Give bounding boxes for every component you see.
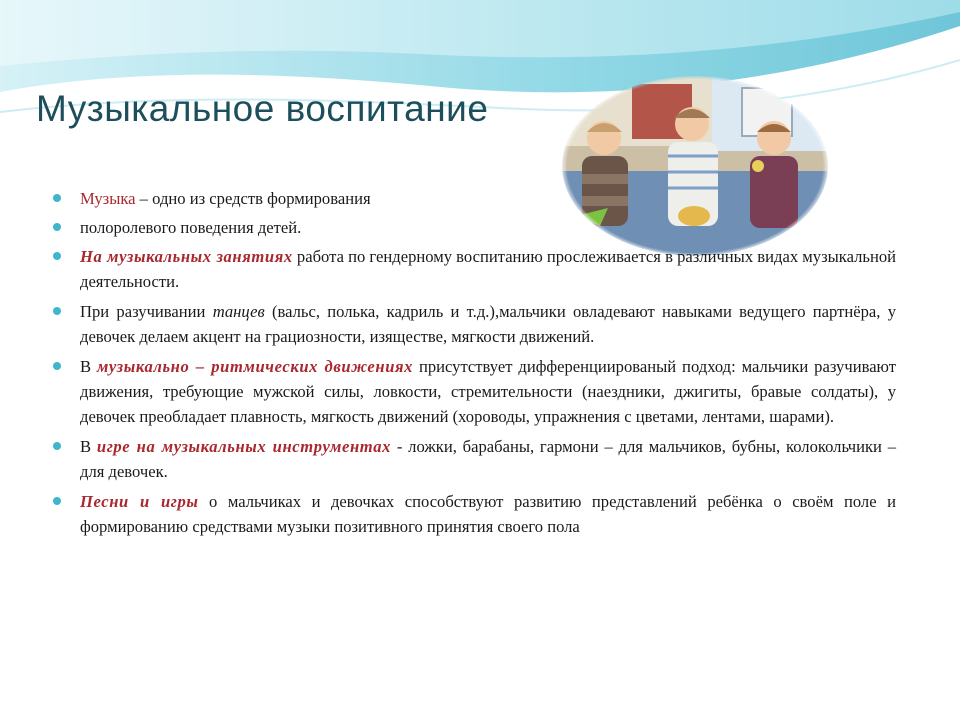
bullet-text: присутствует дифференциированый подход: мальчики разучивают движения, требующие мужской силы, ловкости, стремительности (наездники, джигиты, бравые солдаты), у девочек преобладает плавность, мягкость движений (хороводы, упражнения с цветами, лентами, шарами). (80, 357, 896, 426)
bullet-dot-icon (53, 252, 61, 260)
bullet-text: – одно из средств формирования (135, 189, 371, 208)
bullet-text-highlight: игре на музыкальных инструментах (96, 437, 392, 456)
bullet-text: о мальчиках и девочках способствуют развитию представлений ребёнка о своём поле и формированию средствами музыки позитивного принятия своего пола (80, 492, 896, 536)
bullet-text-highlight: музыкально – ритмических движениях (96, 357, 414, 376)
bullet-list (80, 186, 896, 544)
bullet-item (80, 215, 520, 240)
bullet-text: В (80, 437, 97, 456)
bullet-text: полоролевого поведения детей. (80, 218, 302, 237)
bullet-text: (вальс, полька, кадриль и т.д.),мальчики овладевают навыками ведущего партнёра, у девочек делаем акцент на грациозности, изяществе, мягкости движений. (80, 302, 896, 346)
bullet-dot-icon (53, 442, 61, 450)
bullet-text: - ложки, барабаны, гармони – для мальчиков, бубны, колокольчики – для девочек. (80, 437, 896, 481)
bullet-text: При разучивании (80, 302, 213, 321)
bullet-text: В (80, 357, 97, 376)
bullet-text-highlight: На музыкальных занятиях (80, 247, 293, 266)
bullet-item (80, 354, 896, 429)
bullet-dot-icon (53, 194, 61, 202)
bullet-text-italic: танцев (212, 302, 265, 321)
bullet-text: работа по гендерному воспитанию прослеживается в различных видах музыкальной деятельности. (80, 247, 897, 291)
bullet-item (80, 244, 896, 294)
bullet-item (80, 186, 520, 211)
slide-title: Музыкальное воспитание (36, 88, 489, 129)
bullet-text-highlight: Песни и игры (80, 492, 199, 511)
bullet-item (80, 489, 896, 539)
bullet-item (80, 434, 896, 484)
bullet-dot-icon (53, 497, 61, 505)
bullet-dot-icon (53, 223, 61, 231)
bullet-dot-icon (53, 362, 61, 370)
bullet-dot-icon (53, 307, 61, 315)
bullet-item (80, 299, 896, 349)
bullet-text-highlight: Музыка (80, 189, 136, 208)
